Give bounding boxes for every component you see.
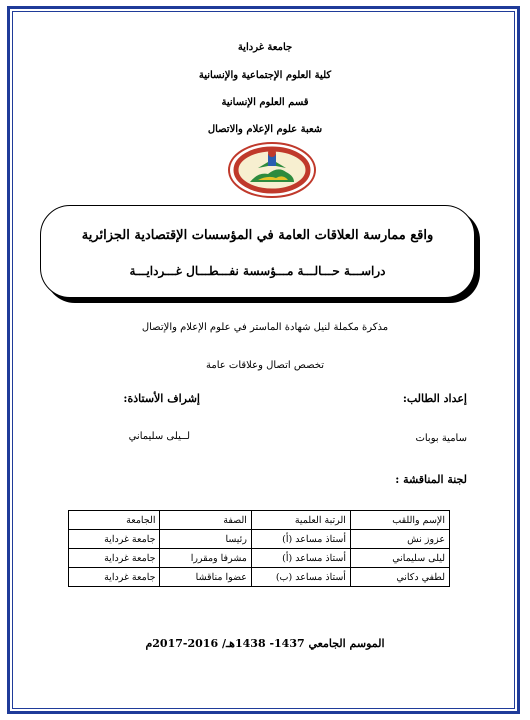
committee-label: لجنة المناقشة : [395,473,467,486]
table-row [69,530,450,549]
thesis-title-box [40,205,475,298]
column-header-rank: الرتبة العلمية [251,511,350,530]
department-name: قسم العلوم الإنسانية [221,97,309,108]
member-university: جامعة غرداية [69,568,160,587]
member-role: مشرفا ومقررا [160,549,251,568]
member-name: ليلى سليماني [350,549,449,568]
faculty-name: كلية العلوم الإجتماعية والإنسانية [198,70,332,81]
member-rank: أستاذ مساعد (ب) [251,568,350,587]
member-university: جامعة غرداية [69,530,160,549]
member-university: جامعة غرداية [69,549,160,568]
column-header-role: الصفة [160,511,251,530]
table-row [69,549,450,568]
thesis-description: مذكرة مكملة لنيل شهادة الماستر في علوم الإعلام والإتصال [141,322,389,333]
table-header-row [69,511,450,530]
academic-season: الموسم الجامعي 1437- 1438هـ/ 2016-2017م [145,637,385,650]
university-emblem-icon [228,142,316,198]
committee-table [68,510,450,587]
thesis-title: واقع ممارسة العلاقات العامة في المؤسسات الإقتصادية الجزائرية [81,228,434,243]
student-name: سامية بوبات [415,433,467,444]
member-rank: أستاذ مساعد (أ) [251,549,350,568]
member-name: لطفي دكاني [350,568,449,587]
table-row [69,568,450,587]
supervisor-label: إشراف الأستاذة: [123,392,200,405]
member-role: رئيسا [160,530,251,549]
case-study-subtitle: دراســـة حـــالـــة مـــؤسسة نفـــطـــال غـــردايـــة [129,264,386,278]
member-rank: أستاذ مساعد (أ) [251,530,350,549]
supervisor-name: لــيلى سليماني [128,431,190,442]
column-header-name: الإسم واللقب [350,511,449,530]
student-label: إعداد الطالب: [402,392,467,405]
member-name: عزوز نش [350,530,449,549]
thesis-specialty: تخصص اتصال وعلاقات عامة [206,360,324,371]
branch-name: شعبة علوم الإعلام والاتصال [207,124,323,135]
column-header-university: الجامعة [69,511,160,530]
university-name: جامعة غرداية [237,42,293,53]
member-role: عضوا مناقشا [160,568,251,587]
